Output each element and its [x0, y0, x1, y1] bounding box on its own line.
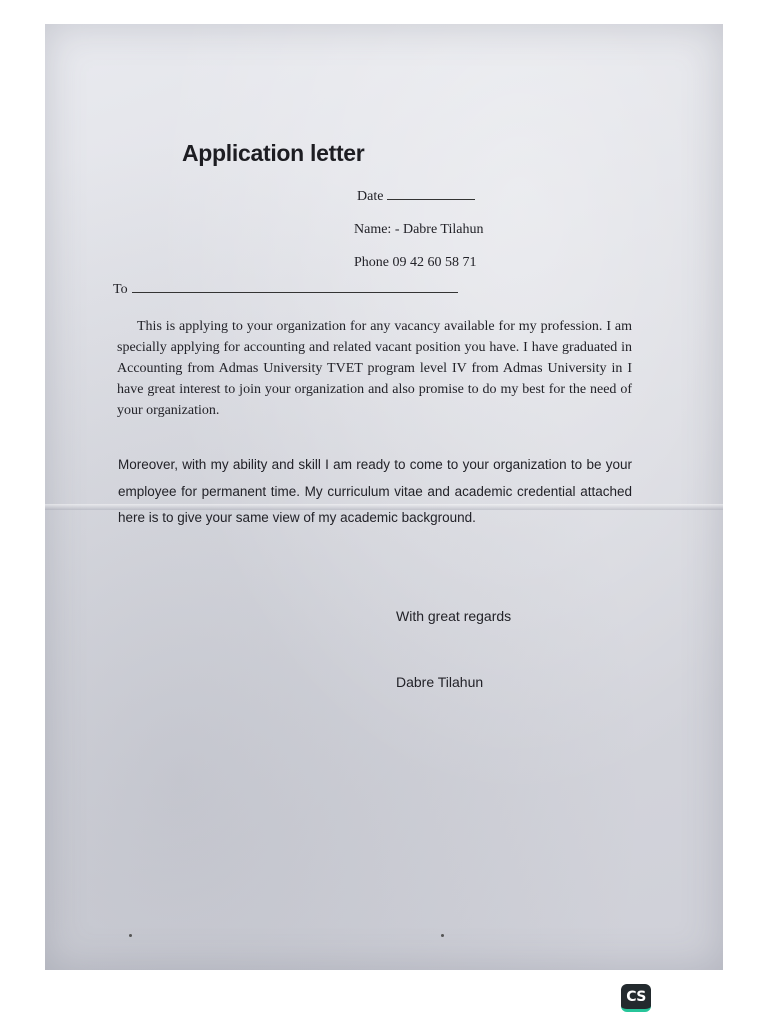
to-label: To — [113, 282, 128, 297]
name-line: Name: - Dabre Tilahun — [354, 222, 484, 237]
paper-speck — [441, 934, 444, 937]
paper-speck — [129, 934, 132, 937]
signature-name: Dabre Tilahun — [396, 674, 484, 690]
closing-line: With great regards — [396, 608, 512, 624]
camscanner-logo-icon — [621, 984, 651, 1012]
paper-sheet — [45, 24, 723, 970]
date-blank-line — [387, 199, 475, 200]
date-label: Date — [357, 189, 384, 204]
letter-title: Application letter — [182, 140, 365, 166]
date-field — [357, 189, 475, 205]
body-paragraph-2: Moreover, with my ability and skill I am ready to come to your organization to be your employee for permanent time. My curriculum vitae and academic credential attached here is to give your same view of my academic background. — [118, 457, 632, 525]
scanner-badge-label: CS — [626, 988, 646, 1005]
to-field — [113, 282, 458, 298]
to-blank-line — [132, 292, 458, 293]
phone-line: Phone 09 42 60 58 71 — [354, 255, 477, 270]
body-paragraph-1: This is applying to your organization for any vacancy available for my profession. I am specially applying for accounting and related vacant position you have. I have graduated in Accounting from Admas University TVET program level IV from Admas University in I have great interest to join your organization and also promise to do my best for the need of your organization. — [117, 319, 632, 418]
